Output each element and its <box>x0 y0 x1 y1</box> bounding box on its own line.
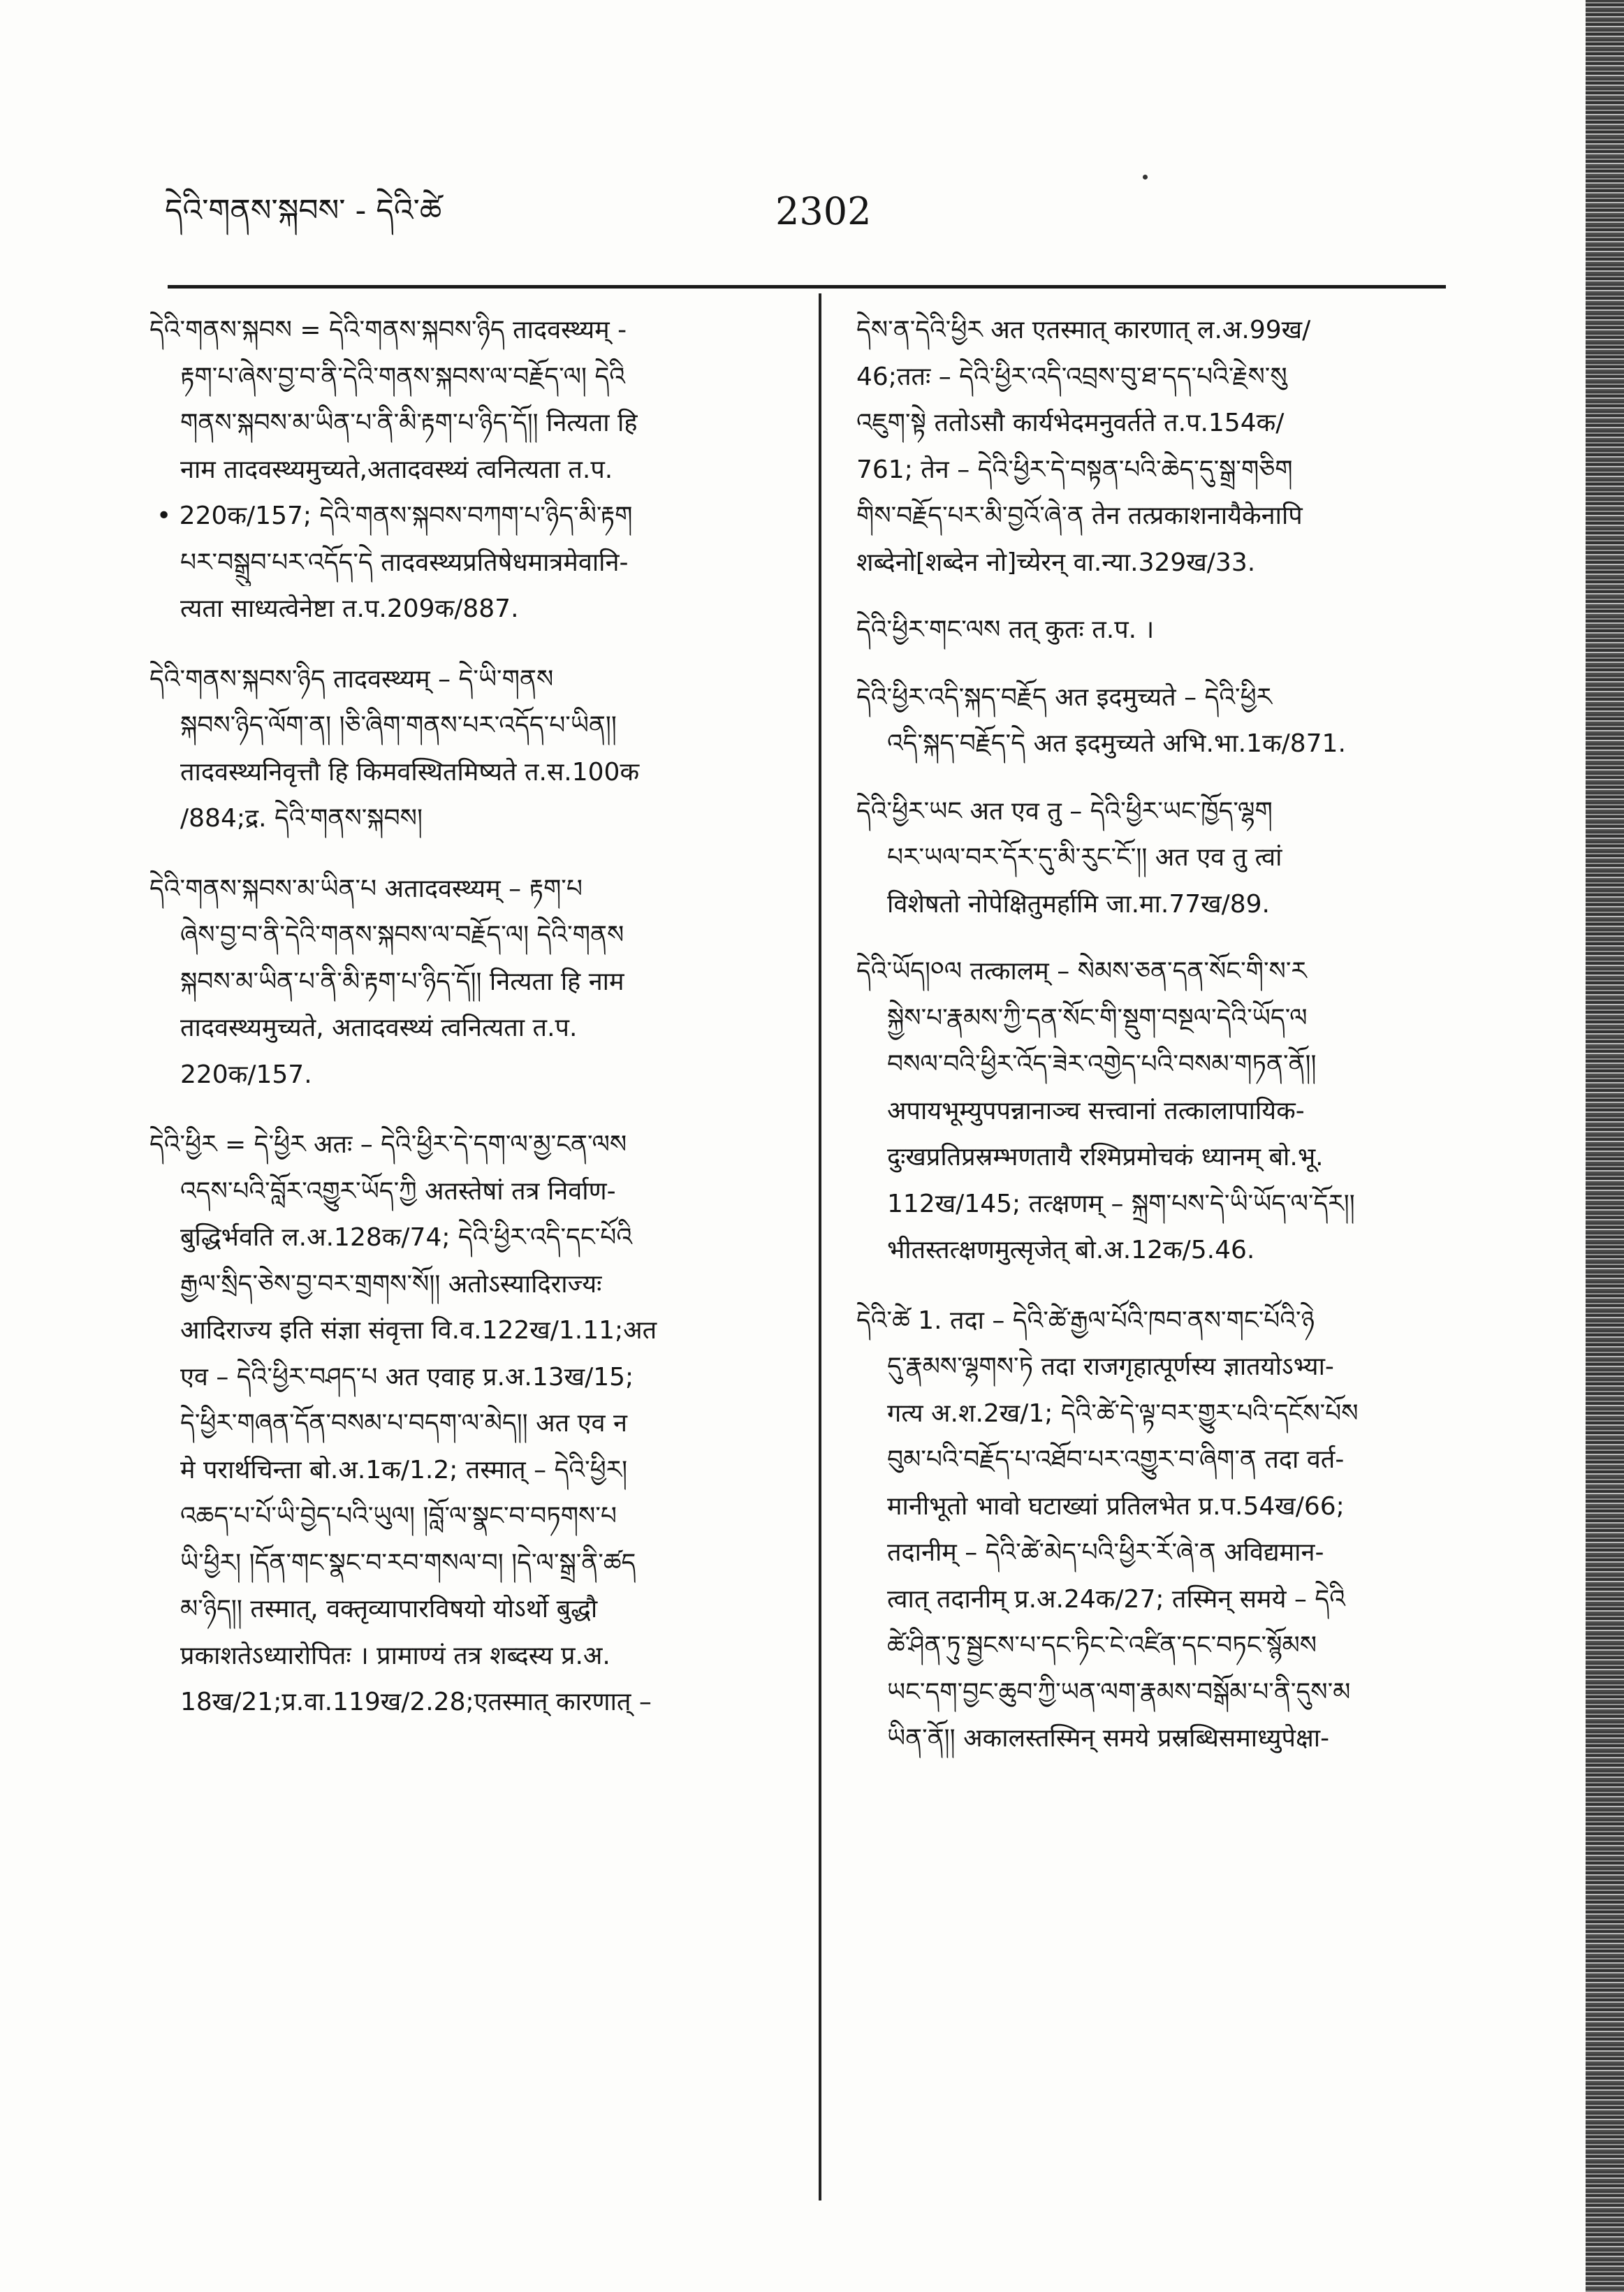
entry-line: त्यता साध्यत्वेनेष्टा त.प.209क/887. <box>180 594 519 623</box>
entry-line: མ་ཉིད།། तस्मात्, वक्तृव्यापारविषयो योऽर्थो बुद्धौ <box>180 1595 598 1623</box>
entry-tadavasthyam-nyid <box>149 657 792 842</box>
header-rule <box>168 285 1446 289</box>
entry-line: དེའི་གནས་སྐབས་ཉིད तादवस्थ्यम् – དེ་ཡི་གནས <box>149 664 554 694</box>
entry-line: ཞེས་བྱ་བ་ནི་དེའི་གནས་སྐབས་ལ་བརྗོད་ལ། དེའི་གནས <box>180 921 624 949</box>
entry-continuation <box>856 307 1569 586</box>
entry-line: ཡིན་ནོ།། अकालस्तस्मिन् समये प्रस्रब्धिसमाध्युपेक्षा- <box>887 1724 1330 1753</box>
entry-line: आदिराज्य इति संज्ञा संवृत्ता वि.व.122ख/1.11;अत <box>180 1316 657 1345</box>
left-column <box>149 307 792 1750</box>
entry-line: རྒྱལ་སྲིད་ཅེས་བྱ་བར་གྲགས་སོ།། अतोऽस्यादिराज्यः <box>180 1269 602 1299</box>
entry-line: ཡང་དག་བྱང་ཆུབ་ཀྱི་ཡན་ལག་རྣམས་བསྒོམ་པ་ནི་དུས་མ <box>887 1677 1351 1707</box>
entry-line: བུམ་པའི་བརྗོད་པ་འཐོབ་པར་འགྱུར་བ་ཞིག་ན तदा वर्त- <box>887 1445 1345 1474</box>
entry-line: शब्देनो[शब्देन नो]च्येरन् वा.न्या.329ख/33. <box>856 548 1256 577</box>
entry-line: དེས་ན་དེའི་ཕྱིར अत एतस्मात् कारणात् ल.अ.99ख/ <box>856 316 1311 344</box>
entry-ataḥ <box>149 1122 792 1726</box>
column-divider <box>819 293 821 2200</box>
entry-tadavasthyam <box>149 307 792 633</box>
entry-line: བསལ་བའི་ཕྱིར་འོད་ཟེར་འགྱེད་པའི་བསམ་གཏན་ནོ།། <box>887 1050 1317 1079</box>
entry-line: 46;ततः – དེའི་ཕྱིར་འདི་འབྲས་བུ་ཐ་དད་པའི་རྗེས་སུ <box>856 362 1287 391</box>
entry-line: दुःखप्रतिप्रस्रम्भणतायै रश्मिप्रमोचकं ध्यानम् बो.भू. <box>887 1143 1324 1171</box>
entry-line: དེ་ཕྱིར་གཞན་དོན་བསམ་པ་བདག་ལ་མེད།། अत एव न <box>180 1409 627 1438</box>
right-column <box>856 307 1569 1786</box>
entry-ata-idam-ucyate <box>856 675 1569 768</box>
entry-line: भीतस्तत्क्षणमुत्सृजेत् बो.अ.12क/5.46. <box>887 1236 1255 1264</box>
entry-line: དེའི་ཕྱིར་གང་ལས तत् कुतः त.प. । <box>856 615 1155 644</box>
entry-line: དེའི་ཕྱིར = དེ་ཕྱིར अतः – དེའི་ཕྱིར་དེ་དག་ལ་མྱ་ངན་ལས <box>149 1130 627 1159</box>
entry-tada <box>856 1298 1569 1762</box>
entry-line: དེའི་ཕྱིར་ཡང अत एव तु – དེའི་ཕྱིར་ཡང་ཁྱོད་ལྷག <box>856 796 1273 826</box>
entry-line: པར་བསྒྲུབ་པར་འདོད་དེ तादवस्थ्यप्रतिषेधमात्रमेवानि- <box>180 548 629 577</box>
entry-line: त्वात् तदानीम् प्र.अ.24क/27; तस्मिन् समये – དེའི <box>887 1584 1345 1614</box>
entry-line: बुद्धिर्भवति ल.अ.128क/74; དེའི་ཕྱིར་འདི་དང་པོའི <box>180 1223 633 1252</box>
entry-line: སྐབས་ཉིད་ལོག་ན། །ཅི་ཞིག་གནས་པར་འདོད་པ་ཡིན།། <box>180 711 617 740</box>
entry-line: मे परार्थचिन्ता बो.अ.1क/1.2; तस्मात् – དེའི་ཕྱིར། <box>180 1455 628 1484</box>
entry-line: • 220क/157; དེའི་གནས་སྐབས་བཀག་པ་ཉིད་མི་རྟག <box>156 502 633 530</box>
entry-line: मानीभूतो भावो घटाख्यां प्रतिलभेत प्र.प.54ख/66; <box>887 1491 1345 1521</box>
page-number: 2302 <box>775 189 872 233</box>
entry-line: དུ་རྣམས་ལྷགས་ཏེ तदा राजगृहात्पूर्णस्य ज्ञातयोऽभ्या- <box>887 1352 1334 1381</box>
entry-line: སྐབས་མ་ཡིན་པ་ནི་མི་རྟག་པ་ཉིད་དོ།། नित्यता हि नाम <box>180 967 624 996</box>
entry-line: སྐྱེས་པ་རྣམས་ཀྱི་དན་སོང་གི་སྡུག་བསྔལ་དེའི་ཡོད་ལ <box>887 1003 1308 1032</box>
entry-line: एव – དེའི་ཕྱིར་བཤད་པ अत एवाह प्र.अ.13ख/15; <box>180 1362 634 1392</box>
entry-line: प्रकाशतेऽध्यारोपितः । प्रामाण्यं तत्र शब्दस्य प्र.अ. <box>180 1641 610 1670</box>
scanned-page-edge <box>1586 0 1624 2292</box>
entry-line: 761; तेन – དེའི་ཕྱིར་དེ་བསྟན་པའི་ཆེད་དུ་སྒྲ་གཅིག <box>856 455 1293 484</box>
entry-line: འཆད་པ་པོ་ཡི་བྱེད་པའི་ཡུལ། །བློ་ལ་སྣང་བ་བཏགས་པ <box>180 1502 617 1531</box>
entry-line: नाम तादवस्थ्यमुच्यते,अतादवस्थ्यं त्वनित्यता त.प. <box>180 455 613 484</box>
entry-line: དེའི་ཕྱིར་འདི་སྐད་བརྗོད अत इदमुच्यते – དེའི་ཕྱིར <box>856 683 1273 712</box>
running-head: དེའི་གནས་སྐབས་ - དེའི་ཚེ <box>165 193 442 228</box>
entry-line: तदानीम् – དེའི་ཚེ་མེད་པའི་ཕྱིར་རོ་ཞེ་ན अविद्यमान- <box>887 1538 1324 1567</box>
entry-line: འཇུག་སྟེ ततोऽसौ कार्यभेदमनुवर्तते त.प.154क/ <box>856 409 1285 437</box>
entry-line: तादवस्थ्यनिवृत्तौ हि किमवस्थितमिष्यते त.स.100क <box>180 757 640 787</box>
entry-line: གནས་སྐབས་མ་ཡིན་པ་ནི་མི་རྟག་པ་ཉིད་དོ།། नित्यता हि <box>180 409 638 437</box>
entry-line: तादवस्थ्यमुच्यते, अतादवस्थ्यं त्वनित्यता त.प. <box>180 1014 578 1042</box>
entry-line: དེའི་གནས་སྐབས = དེའི་གནས་སྐབས་ཉིད तादवस्थ्यम् - <box>149 316 627 344</box>
entry-line: 18ख/21;प्र.वा.119ख/2.28;एतस्मात् कारणात् – <box>180 1688 652 1716</box>
entry-line: པར་ཡལ་བར་དོར་དུ་མི་རུང་ངོ་།། अत एव तु त्वां <box>887 843 1282 872</box>
entry-line: विशेषतो नोपेक्षितुमर्हामि जा.मा.77ख/89. <box>887 889 1270 919</box>
entry-line: དེའི་གནས་སྐབས་མ་ཡིན་པ अतादवस्थ्यम् – རྟག་པ <box>149 874 583 903</box>
entry-line: अपायभूम्युपपन्नानाञ्च सत्त्वानां तत्कालापायिक- <box>887 1096 1305 1125</box>
entry-line: /884;द्र. དེའི་གནས་སྐབས། <box>180 804 423 833</box>
entry-tatkalam <box>856 949 1569 1274</box>
entry-line: རྟག་པ་ཞེས་བྱ་བ་ནི་དེའི་གནས་སྐབས་ལ་བརྗོད་ལ། དེའི <box>180 362 625 391</box>
scan-speck <box>1143 175 1148 180</box>
entry-line: ཡི་ཕྱིར། །དོན་གང་སྣང་བ་རབ་གསལ་བ། །དེ་ལ་སྒྲ་ནི་ཚད <box>180 1548 636 1577</box>
entry-line: 220क/157. <box>180 1060 312 1089</box>
entry-line: དེའི་ཚེ 1. तदा – དེའི་ཚེ་རྒྱལ་པོའི་ཁབ་ནས་གང་པོའི་ཉེ <box>856 1306 1315 1335</box>
entry-line: 112ख/145; तत्क्षणम् – སྐྲག་པས་དེ་ཡི་ཡོད་ལ་དོར།། <box>887 1189 1355 1218</box>
entry-line: गत्य अ.श.2ख/1; དེའི་ཚེ་དེ་ལྟ་བར་གྱུར་པའི་དངོས་པོས <box>887 1399 1359 1428</box>
entry-line: འདས་པའི་བློར་འགྱུར་ཡོད་ཀྱི अतस्तेषां तत्र निर्वाण- <box>180 1176 616 1206</box>
entry-line: གིས་བརྗོད་པར་མི་བྱའོ་ཞེ་ན तेन तत्प्रकाशनायैकेनापि <box>856 502 1303 530</box>
entry-tat-kutah <box>856 607 1569 654</box>
entry-ata-eva-tu <box>856 789 1569 928</box>
entry-line: ཚེ་ཤིན་ཏུ་སྦྱངས་པ་དང་ཏིང་ངེ་འཛིན་དང་བཏང་སྙོམས <box>887 1631 1317 1660</box>
entry-line: དེའི་ཡོད།༠ལ तत्कालम् – སེམས་ཅན་དན་སོང་གི་ས་ར <box>856 957 1307 986</box>
entry-line: འདི་སྐད་བརྗོད་དེ अत इदमुच्यते अभि.भा.1क/871. <box>887 729 1346 758</box>
entry-atadavasthyam <box>149 866 792 1099</box>
